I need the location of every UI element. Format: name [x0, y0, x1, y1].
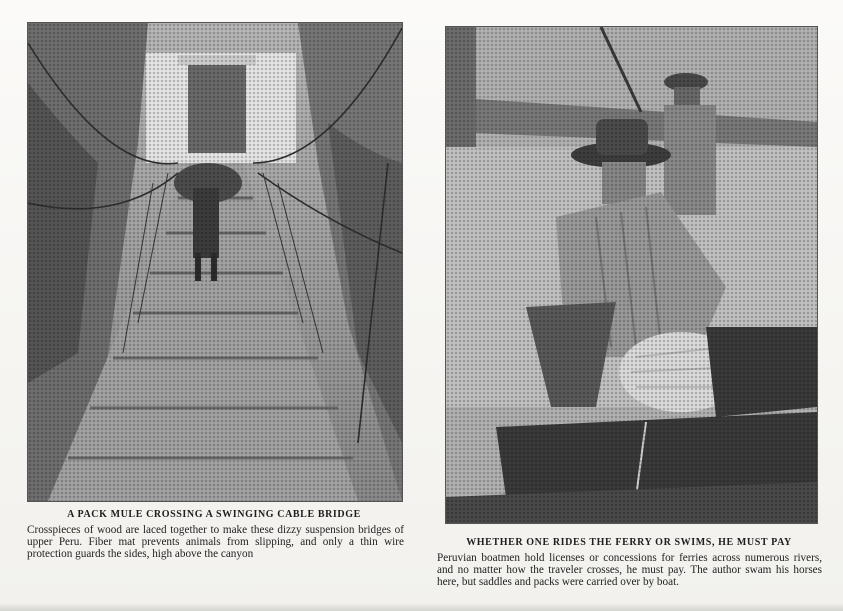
- left-caption-body: Crosspieces of wood are laced together to make these dizzy suspension bridges of upper Peru. Fiber mat prevents animals from slipping, and only a thin wire protection guards the sides, high above the canyon: [27, 524, 404, 561]
- page-bottom-shadow: [0, 603, 843, 611]
- right-caption-title: WHETHER ONE RIDES THE FERRY OR SWIMS, HE MUST PAY: [466, 537, 792, 548]
- ferry-illustration: [446, 27, 817, 523]
- photo-mule-bridge: [27, 22, 403, 502]
- right-caption-body: Peruvian boatmen hold licenses or concessions for ferries across numerous rivers, and no matter how the traveler crosses, he must pay. The author swam his horses here, but saddles and packs were carried over by boat.: [437, 552, 822, 589]
- bridge-illustration: [28, 23, 402, 501]
- left-caption-title: A PACK MULE CROSSING A SWINGING CABLE BRIDGE: [67, 509, 361, 520]
- photo-ferry-boatmen: [445, 26, 818, 524]
